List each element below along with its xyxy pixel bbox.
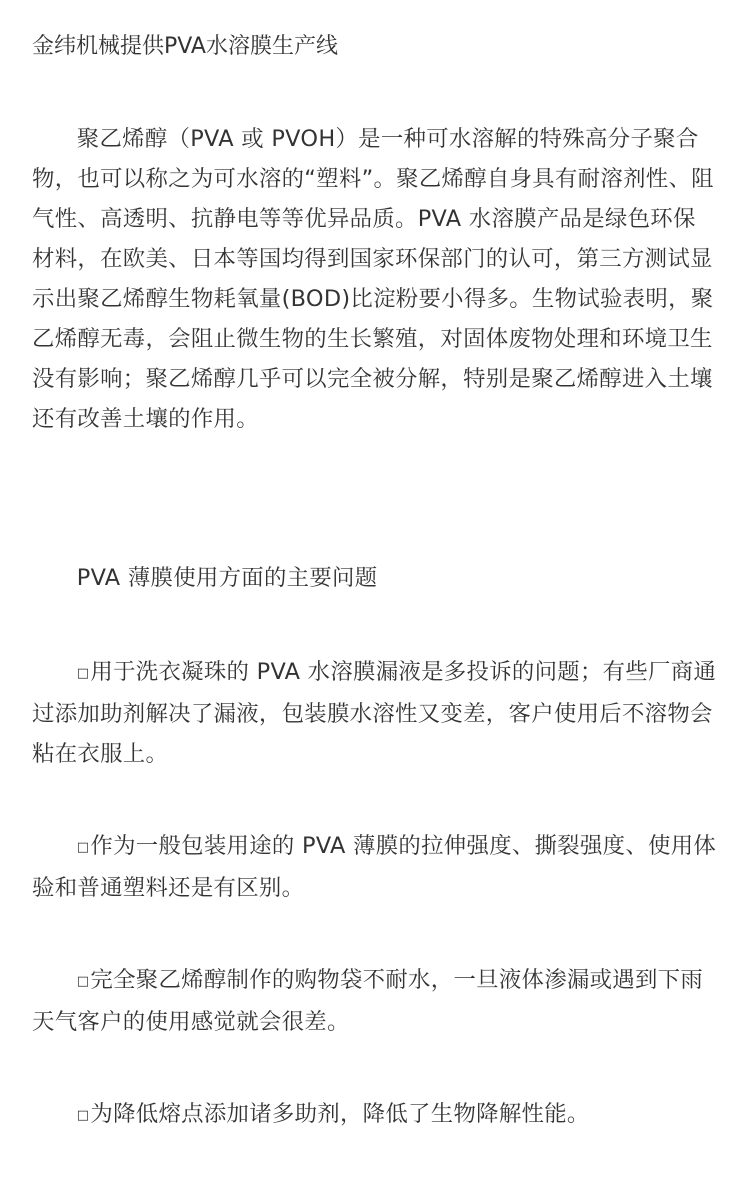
issue-item xyxy=(32,1094,718,1136)
checkbox-icon: □ xyxy=(76,974,90,989)
issue-text: 用于洗衣凝珠的 PVA 水溶膜漏液是多投诉的问题；有些厂商通过添加助剂解决了漏液，包装膜水溶性又变差，客户使用后不溶物会粘在衣服上。 xyxy=(32,659,717,767)
checkbox-icon: □ xyxy=(76,840,90,855)
issue-text: 作为一般包装用途的 PVA 薄膜的拉伸强度、撕裂强度、使用体验和普通塑料还是有区别。 xyxy=(32,833,717,901)
issue-item xyxy=(32,652,718,774)
issue-item xyxy=(32,960,718,1042)
issue-text: 完全聚乙烯醇制作的购物袋不耐水，一旦液体渗漏或遇到下雨天气客户的使用感觉就会很差。 xyxy=(32,967,704,1035)
intro-paragraph: 聚乙烯醇（PVA 或 PVOH）是一种可水溶解的特殊高分子聚合物，也可以称之为可水溶的“塑料”。聚乙烯醇自身具有耐溶剂性、阻气性、高透明、抗静电等等优异品质。PVA 水溶膜产品是绿色环保材料，在欧美、日本等国均得到国家环保部门的认可，第三方测试显示出聚乙烯醇生物耗氧量(BOD)比淀粉要小得多。生物试验表明，聚乙烯醇无毒，会阻止微生物的生长繁殖，对固体废物处理和环境卫生没有影响；聚乙烯醇几乎可以完全被分解，特别是聚乙烯醇进入土壤还有改善土壤的作用。 xyxy=(32,126,714,432)
issue-item xyxy=(32,826,718,908)
checkbox-icon: □ xyxy=(76,666,90,681)
article-title: 金纬机械提供PVA水溶膜生产线 xyxy=(32,34,338,59)
issue-text: 为降低熔点添加诸多助剂，降低了生物降解性能。 xyxy=(90,1101,590,1127)
section-heading: PVA 薄膜使用方面的主要问题 xyxy=(76,565,378,591)
checkbox-icon: □ xyxy=(76,1108,90,1123)
